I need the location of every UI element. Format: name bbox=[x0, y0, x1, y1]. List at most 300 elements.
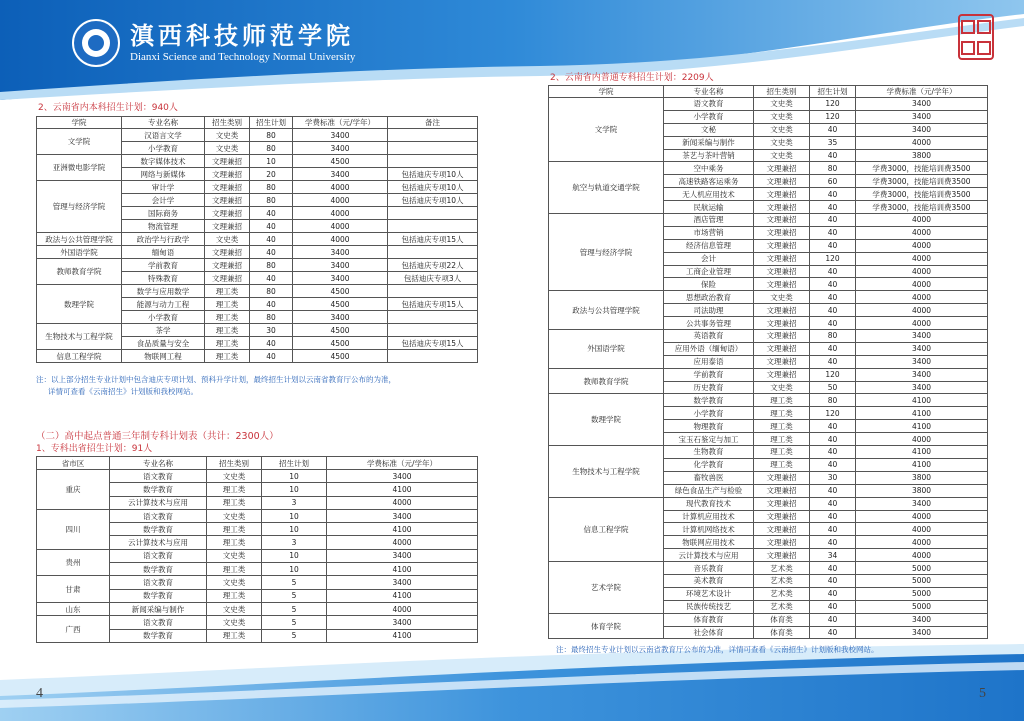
table-cell: 文史类 bbox=[754, 110, 810, 123]
page-number-left: 4 bbox=[36, 686, 43, 701]
table-cell: 包括迪庆专项3人 bbox=[388, 272, 478, 285]
table-cell: 10 bbox=[262, 509, 327, 522]
college-cell: 政法与公共管理学院 bbox=[37, 233, 122, 246]
table-cell: 文理兼招 bbox=[754, 265, 810, 278]
table-cell: 文史类 bbox=[754, 149, 810, 162]
region-cell: 贵州 bbox=[37, 549, 110, 576]
table-row bbox=[549, 162, 988, 175]
in-province-college-plan-title: 2、云南省内普通专科招生计划：2209人 bbox=[550, 73, 714, 83]
table-cell: 3400 bbox=[293, 311, 388, 324]
table-row bbox=[37, 549, 478, 562]
table-cell: 语文教育 bbox=[110, 616, 207, 629]
table-cell: 小学教育 bbox=[664, 110, 754, 123]
table-cell: 物联网工程 bbox=[122, 350, 205, 363]
table-cell: 包括迪庆专项10人 bbox=[388, 168, 478, 181]
college-cell: 亚洲微电影学院 bbox=[37, 155, 122, 181]
table-cell: 数学教育 bbox=[664, 394, 754, 407]
page-header bbox=[72, 16, 355, 70]
table-cell: 文秘 bbox=[664, 123, 754, 136]
table-cell: 3400 bbox=[856, 381, 988, 394]
table-cell: 包括迪庆专项22人 bbox=[388, 259, 478, 272]
table-cell: 4000 bbox=[856, 549, 988, 562]
table-cell: 文理兼招 bbox=[754, 497, 810, 510]
school-emblem-icon bbox=[72, 19, 120, 67]
column-header: 招生类别 bbox=[754, 86, 810, 98]
table-cell: 计算机网络技术 bbox=[664, 523, 754, 536]
table-cell: 40 bbox=[810, 149, 856, 162]
table-cell bbox=[388, 246, 478, 259]
table-cell: 文史类 bbox=[207, 602, 262, 615]
table-cell: 理工类 bbox=[754, 394, 810, 407]
table-cell: 文理兼招 bbox=[754, 304, 810, 317]
table-cell: 理工类 bbox=[754, 433, 810, 446]
table-row bbox=[549, 446, 988, 459]
table-cell: 40 bbox=[810, 355, 856, 368]
table-cell: 体育教育 bbox=[664, 613, 754, 626]
table-cell: 理工类 bbox=[754, 458, 810, 471]
college-cell: 生物技术与工程学院 bbox=[549, 446, 664, 498]
table-cell: 艺术类 bbox=[754, 600, 810, 613]
table-cell bbox=[388, 324, 478, 337]
table-cell: 40 bbox=[810, 342, 856, 355]
table-cell: 3400 bbox=[856, 613, 988, 626]
table-cell: 学前教育 bbox=[122, 259, 205, 272]
table-row bbox=[37, 509, 478, 522]
table-cell: 小学教育 bbox=[122, 311, 205, 324]
table-cell: 4000 bbox=[856, 278, 988, 291]
table-cell: 环境艺术设计 bbox=[664, 587, 754, 600]
table-row bbox=[37, 129, 478, 142]
table-cell: 数学教育 bbox=[110, 629, 207, 642]
table-cell: 3400 bbox=[856, 123, 988, 136]
table-cell: 120 bbox=[810, 407, 856, 420]
college-cell: 信息工程学院 bbox=[37, 350, 122, 363]
table-cell: 体育类 bbox=[754, 613, 810, 626]
table-cell: 40 bbox=[810, 278, 856, 291]
table-cell: 文理兼招 bbox=[205, 194, 250, 207]
table-row bbox=[37, 324, 478, 337]
table-cell: 4500 bbox=[293, 337, 388, 350]
table-cell: 文理兼招 bbox=[205, 168, 250, 181]
table-cell: 化学教育 bbox=[664, 458, 754, 471]
table-cell: 语文教育 bbox=[110, 470, 207, 483]
table-cell: 文理兼招 bbox=[754, 536, 810, 549]
table-cell: 40 bbox=[250, 233, 293, 246]
table-cell: 文史类 bbox=[754, 381, 810, 394]
table-cell: 40 bbox=[810, 484, 856, 497]
school-seal-icon bbox=[958, 14, 994, 60]
table-cell: 3400 bbox=[327, 549, 478, 562]
table-cell: 包括迪庆专项15人 bbox=[388, 233, 478, 246]
table-cell: 3400 bbox=[856, 355, 988, 368]
table-cell: 3400 bbox=[293, 272, 388, 285]
table-cell: 80 bbox=[250, 311, 293, 324]
table-cell: 4100 bbox=[327, 589, 478, 602]
table-cell: 现代教育技术 bbox=[664, 497, 754, 510]
table-cell: 40 bbox=[250, 207, 293, 220]
table-cell: 文史类 bbox=[207, 576, 262, 589]
table-cell: 会计 bbox=[664, 252, 754, 265]
table-cell bbox=[388, 207, 478, 220]
table-cell: 理工类 bbox=[205, 285, 250, 298]
table-cell: 40 bbox=[810, 446, 856, 459]
table-row bbox=[549, 368, 988, 381]
table-cell: 体育类 bbox=[754, 626, 810, 639]
table-cell: 特殊教育 bbox=[122, 272, 205, 285]
table-cell: 40 bbox=[810, 600, 856, 613]
college-cell: 政法与公共管理学院 bbox=[549, 291, 664, 330]
college-cell: 教师教育学院 bbox=[549, 368, 664, 394]
table-cell: 包括迪庆专项10人 bbox=[388, 194, 478, 207]
table-cell bbox=[388, 220, 478, 233]
table-row bbox=[37, 233, 478, 246]
table-cell: 4000 bbox=[293, 194, 388, 207]
college-cell: 生物技术与工程学院 bbox=[37, 324, 122, 350]
table-cell: 3400 bbox=[327, 509, 478, 522]
out-of-province-plan-title: 1、专科出省招生计划：91人 bbox=[36, 444, 153, 454]
college-cell: 数理学院 bbox=[549, 394, 664, 446]
table-cell: 语文教育 bbox=[110, 549, 207, 562]
table-cell: 理工类 bbox=[205, 324, 250, 337]
table-cell: 理工类 bbox=[205, 311, 250, 324]
table-cell: 审计学 bbox=[122, 181, 205, 194]
table-cell bbox=[388, 350, 478, 363]
table-row bbox=[549, 394, 988, 407]
table-cell: 40 bbox=[810, 536, 856, 549]
table-cell: 4500 bbox=[293, 298, 388, 311]
table-cell: 物联网应用技术 bbox=[664, 536, 754, 549]
table-cell: 文史类 bbox=[754, 123, 810, 136]
table-row bbox=[37, 602, 478, 615]
table-cell: 文理兼招 bbox=[754, 549, 810, 562]
table-cell: 畜牧兽医 bbox=[664, 471, 754, 484]
college-cell: 信息工程学院 bbox=[549, 497, 664, 561]
table-cell: 80 bbox=[810, 394, 856, 407]
table-cell: 民族传统技艺 bbox=[664, 600, 754, 613]
table-row bbox=[37, 181, 478, 194]
column-header: 学费标准（元/学年） bbox=[856, 86, 988, 98]
table-cell: 物理教育 bbox=[664, 420, 754, 433]
table-cell: 文理兼招 bbox=[754, 226, 810, 239]
table-cell: 文理兼招 bbox=[205, 155, 250, 168]
table-cell: 10 bbox=[262, 523, 327, 536]
table-cell: 文史类 bbox=[754, 291, 810, 304]
table-cell: 4000 bbox=[856, 239, 988, 252]
table-cell: 4000 bbox=[327, 536, 478, 549]
table-cell: 4000 bbox=[293, 233, 388, 246]
table-cell: 5 bbox=[262, 589, 327, 602]
table-cell: 80 bbox=[810, 330, 856, 343]
table-cell: 文史类 bbox=[207, 616, 262, 629]
table-cell: 学费3000，技能培训费3500 bbox=[856, 188, 988, 201]
table-cell: 绿色食品生产与检验 bbox=[664, 484, 754, 497]
college-cell: 教师教育学院 bbox=[37, 259, 122, 285]
table-cell: 4000 bbox=[856, 265, 988, 278]
table-cell: 数学教育 bbox=[110, 563, 207, 576]
table-cell: 茶艺与茶叶营销 bbox=[664, 149, 754, 162]
table-cell bbox=[388, 129, 478, 142]
table-cell: 30 bbox=[250, 324, 293, 337]
table-cell: 文理兼招 bbox=[754, 523, 810, 536]
table-cell: 工商企业管理 bbox=[664, 265, 754, 278]
table-cell: 空中乘务 bbox=[664, 162, 754, 175]
table-cell: 4000 bbox=[856, 510, 988, 523]
table-cell: 文理兼招 bbox=[205, 246, 250, 259]
table-row bbox=[37, 616, 478, 629]
college-cell: 航空与轨道交通学院 bbox=[549, 162, 664, 214]
table-cell: 数字媒体技术 bbox=[122, 155, 205, 168]
college-cell: 管理与经济学院 bbox=[549, 214, 664, 291]
table-row bbox=[549, 497, 988, 510]
table-cell: 应用泰语 bbox=[664, 355, 754, 368]
table-cell: 50 bbox=[810, 381, 856, 394]
in-province-plan-note: 注：最终招生专业计划以云南省教育厅公布的为准，详情可查看《云南招生》计划版和我校网站。 bbox=[556, 645, 879, 654]
table-cell: 4000 bbox=[327, 496, 478, 509]
table-cell: 英语教育 bbox=[664, 330, 754, 343]
table-cell: 语文教育 bbox=[110, 509, 207, 522]
region-cell: 山东 bbox=[37, 602, 110, 615]
table-cell: 新闻采编与制作 bbox=[110, 602, 207, 615]
table-cell: 40 bbox=[810, 562, 856, 575]
column-header: 备注 bbox=[388, 117, 478, 129]
table-cell: 理工类 bbox=[207, 563, 262, 576]
table-cell: 10 bbox=[250, 155, 293, 168]
table-cell bbox=[388, 285, 478, 298]
table-cell: 公共事务管理 bbox=[664, 317, 754, 330]
table-cell: 4100 bbox=[327, 523, 478, 536]
region-cell: 甘肃 bbox=[37, 576, 110, 603]
table-cell: 4000 bbox=[856, 433, 988, 446]
table-cell: 4500 bbox=[293, 350, 388, 363]
region-cell: 广西 bbox=[37, 616, 110, 643]
table-cell: 3400 bbox=[856, 626, 988, 639]
table-cell: 文理兼招 bbox=[205, 259, 250, 272]
table-cell: 40 bbox=[810, 523, 856, 536]
table-row bbox=[549, 291, 988, 304]
column-header: 专业名称 bbox=[122, 117, 205, 129]
table-cell: 文理兼招 bbox=[754, 317, 810, 330]
school-title bbox=[130, 22, 355, 64]
table-cell bbox=[388, 142, 478, 155]
table-cell: 40 bbox=[810, 265, 856, 278]
column-header: 招生计划 bbox=[810, 86, 856, 98]
table-cell: 学费3000，技能培训费3500 bbox=[856, 175, 988, 188]
table-cell: 学费3000，技能培训费3500 bbox=[856, 162, 988, 175]
table-cell: 文理兼招 bbox=[754, 330, 810, 343]
table-cell: 文理兼招 bbox=[754, 342, 810, 355]
table-cell: 80 bbox=[810, 162, 856, 175]
table-cell: 理工类 bbox=[207, 496, 262, 509]
table-cell: 民航运输 bbox=[664, 201, 754, 214]
table-cell: 10 bbox=[262, 563, 327, 576]
table-cell: 3 bbox=[262, 496, 327, 509]
table-cell: 文史类 bbox=[207, 470, 262, 483]
table-cell: 40 bbox=[810, 587, 856, 600]
table-cell: 3800 bbox=[856, 149, 988, 162]
table-cell: 理工类 bbox=[207, 629, 262, 642]
table-cell: 40 bbox=[810, 574, 856, 587]
table-cell: 文理兼招 bbox=[754, 188, 810, 201]
table-cell: 5000 bbox=[856, 574, 988, 587]
note-line-1: 注：以上部分招生专业计划中包含迪庆专项计划、预科升学计划，最终招生计划以云南省教育厅公布的为准， bbox=[36, 375, 396, 384]
table-cell: 云计算技术与应用 bbox=[664, 549, 754, 562]
table-cell: 3400 bbox=[327, 470, 478, 483]
college-cell: 数理学院 bbox=[37, 285, 122, 324]
table-cell: 40 bbox=[810, 214, 856, 227]
table-cell: 40 bbox=[810, 433, 856, 446]
table-row bbox=[549, 613, 988, 626]
table-cell: 学费3000，技能培训费3500 bbox=[856, 201, 988, 214]
table-cell: 3400 bbox=[293, 259, 388, 272]
table-cell: 3 bbox=[262, 536, 327, 549]
table-cell: 文史类 bbox=[754, 98, 810, 111]
region-cell: 重庆 bbox=[37, 470, 110, 510]
table-cell: 宝玉石鉴定与加工 bbox=[664, 433, 754, 446]
table-cell: 40 bbox=[810, 304, 856, 317]
table-cell: 4100 bbox=[327, 483, 478, 496]
table-cell: 40 bbox=[810, 123, 856, 136]
table-row bbox=[549, 330, 988, 343]
column-header: 招生类别 bbox=[205, 117, 250, 129]
page-number-right: 5 bbox=[979, 686, 986, 701]
table-cell: 40 bbox=[250, 350, 293, 363]
table-cell: 5 bbox=[262, 616, 327, 629]
table-cell: 4500 bbox=[293, 324, 388, 337]
table-cell: 4000 bbox=[856, 252, 988, 265]
table-cell: 120 bbox=[810, 98, 856, 111]
table-cell: 40 bbox=[810, 497, 856, 510]
table-cell: 120 bbox=[810, 110, 856, 123]
table-cell: 4000 bbox=[856, 523, 988, 536]
table-cell: 3400 bbox=[327, 576, 478, 589]
note-line-2: 详情可查看《云南招生》计划版和我校网站。 bbox=[48, 387, 198, 396]
table-cell: 文理兼招 bbox=[205, 181, 250, 194]
table-cell: 4000 bbox=[293, 181, 388, 194]
table-cell: 80 bbox=[250, 285, 293, 298]
table-cell: 80 bbox=[250, 181, 293, 194]
table-cell: 40 bbox=[810, 188, 856, 201]
table-cell: 3400 bbox=[856, 330, 988, 343]
table-cell: 文理兼招 bbox=[754, 484, 810, 497]
table-cell: 3400 bbox=[293, 142, 388, 155]
table-cell: 40 bbox=[810, 317, 856, 330]
table-cell: 40 bbox=[250, 272, 293, 285]
table-cell: 4000 bbox=[856, 226, 988, 239]
table-cell: 4100 bbox=[856, 407, 988, 420]
table-cell: 云计算技术与应用 bbox=[110, 496, 207, 509]
table-cell: 理工类 bbox=[207, 589, 262, 602]
table-cell: 80 bbox=[250, 259, 293, 272]
school-name-cn: 滇西科技师范学院 bbox=[130, 21, 354, 50]
table-cell: 包括迪庆专项10人 bbox=[388, 181, 478, 194]
table-cell: 司法助理 bbox=[664, 304, 754, 317]
column-header: 专业名称 bbox=[664, 86, 754, 98]
table-cell: 30 bbox=[810, 471, 856, 484]
table-cell: 新闻采编与制作 bbox=[664, 136, 754, 149]
table-cell: 4000 bbox=[856, 136, 988, 149]
table-cell: 缅甸语 bbox=[122, 246, 205, 259]
college-cell: 外国语学院 bbox=[37, 246, 122, 259]
table-cell: 40 bbox=[250, 246, 293, 259]
table-cell: 文理兼招 bbox=[754, 175, 810, 188]
table-cell: 40 bbox=[810, 420, 856, 433]
table-cell: 无人机应用技术 bbox=[664, 188, 754, 201]
table-cell: 40 bbox=[810, 626, 856, 639]
table-cell: 文理兼招 bbox=[205, 272, 250, 285]
table-cell: 语文教育 bbox=[110, 576, 207, 589]
table-cell: 35 bbox=[810, 136, 856, 149]
in-province-college-plan-table bbox=[548, 85, 988, 639]
table-cell: 文史类 bbox=[205, 129, 250, 142]
table-cell: 社会体育 bbox=[664, 626, 754, 639]
table-cell: 5 bbox=[262, 602, 327, 615]
table-cell: 120 bbox=[810, 368, 856, 381]
column-header: 学费标准（元/学年） bbox=[293, 117, 388, 129]
table-cell: 历史教育 bbox=[664, 381, 754, 394]
table-cell: 美术教育 bbox=[664, 574, 754, 587]
college-cell: 外国语学院 bbox=[549, 330, 664, 369]
table-cell: 学前教育 bbox=[664, 368, 754, 381]
table-cell: 云计算技术与应用 bbox=[110, 536, 207, 549]
table-cell: 文史类 bbox=[205, 233, 250, 246]
table-cell: 文理兼招 bbox=[205, 207, 250, 220]
table-cell: 60 bbox=[810, 175, 856, 188]
table-cell: 5 bbox=[262, 629, 327, 642]
table-cell: 数学与应用数学 bbox=[122, 285, 205, 298]
table-cell: 理工类 bbox=[207, 536, 262, 549]
table-row bbox=[37, 470, 478, 483]
table-cell: 4100 bbox=[327, 629, 478, 642]
table-cell: 应用外语（缅甸语） bbox=[664, 342, 754, 355]
table-cell: 小学教育 bbox=[122, 142, 205, 155]
table-cell: 40 bbox=[810, 458, 856, 471]
college-cell: 文学院 bbox=[549, 98, 664, 162]
column-header: 招生计划 bbox=[250, 117, 293, 129]
table-cell: 理工类 bbox=[205, 337, 250, 350]
table-cell: 文理兼招 bbox=[754, 162, 810, 175]
table-cell: 经济信息管理 bbox=[664, 239, 754, 252]
column-header: 学院 bbox=[37, 117, 122, 129]
table-cell: 生物教育 bbox=[664, 446, 754, 459]
college-cell: 体育学院 bbox=[549, 613, 664, 639]
table-cell: 包括迪庆专项15人 bbox=[388, 298, 478, 311]
table-cell bbox=[388, 311, 478, 324]
table-cell: 艺术类 bbox=[754, 562, 810, 575]
table-cell: 5000 bbox=[856, 587, 988, 600]
table-cell: 40 bbox=[250, 220, 293, 233]
table-cell: 4000 bbox=[856, 304, 988, 317]
table-cell: 3800 bbox=[856, 484, 988, 497]
column-header: 专业名称 bbox=[110, 457, 207, 470]
college-cell: 文学院 bbox=[37, 129, 122, 155]
column-header: 省市区 bbox=[37, 457, 110, 470]
table-cell: 政治学与行政学 bbox=[122, 233, 205, 246]
table-cell: 3400 bbox=[856, 110, 988, 123]
region-cell: 四川 bbox=[37, 509, 110, 549]
column-header: 招生类别 bbox=[207, 457, 262, 470]
table-cell: 数学教育 bbox=[110, 523, 207, 536]
table-cell: 文理兼招 bbox=[205, 220, 250, 233]
table-cell: 酒店管理 bbox=[664, 214, 754, 227]
table-cell: 4000 bbox=[856, 317, 988, 330]
table-cell: 4000 bbox=[856, 291, 988, 304]
table-cell: 理工类 bbox=[205, 298, 250, 311]
table-cell: 10 bbox=[262, 470, 327, 483]
table-cell: 文理兼招 bbox=[754, 510, 810, 523]
table-cell: 10 bbox=[262, 483, 327, 496]
table-row bbox=[37, 155, 478, 168]
table-cell bbox=[388, 155, 478, 168]
